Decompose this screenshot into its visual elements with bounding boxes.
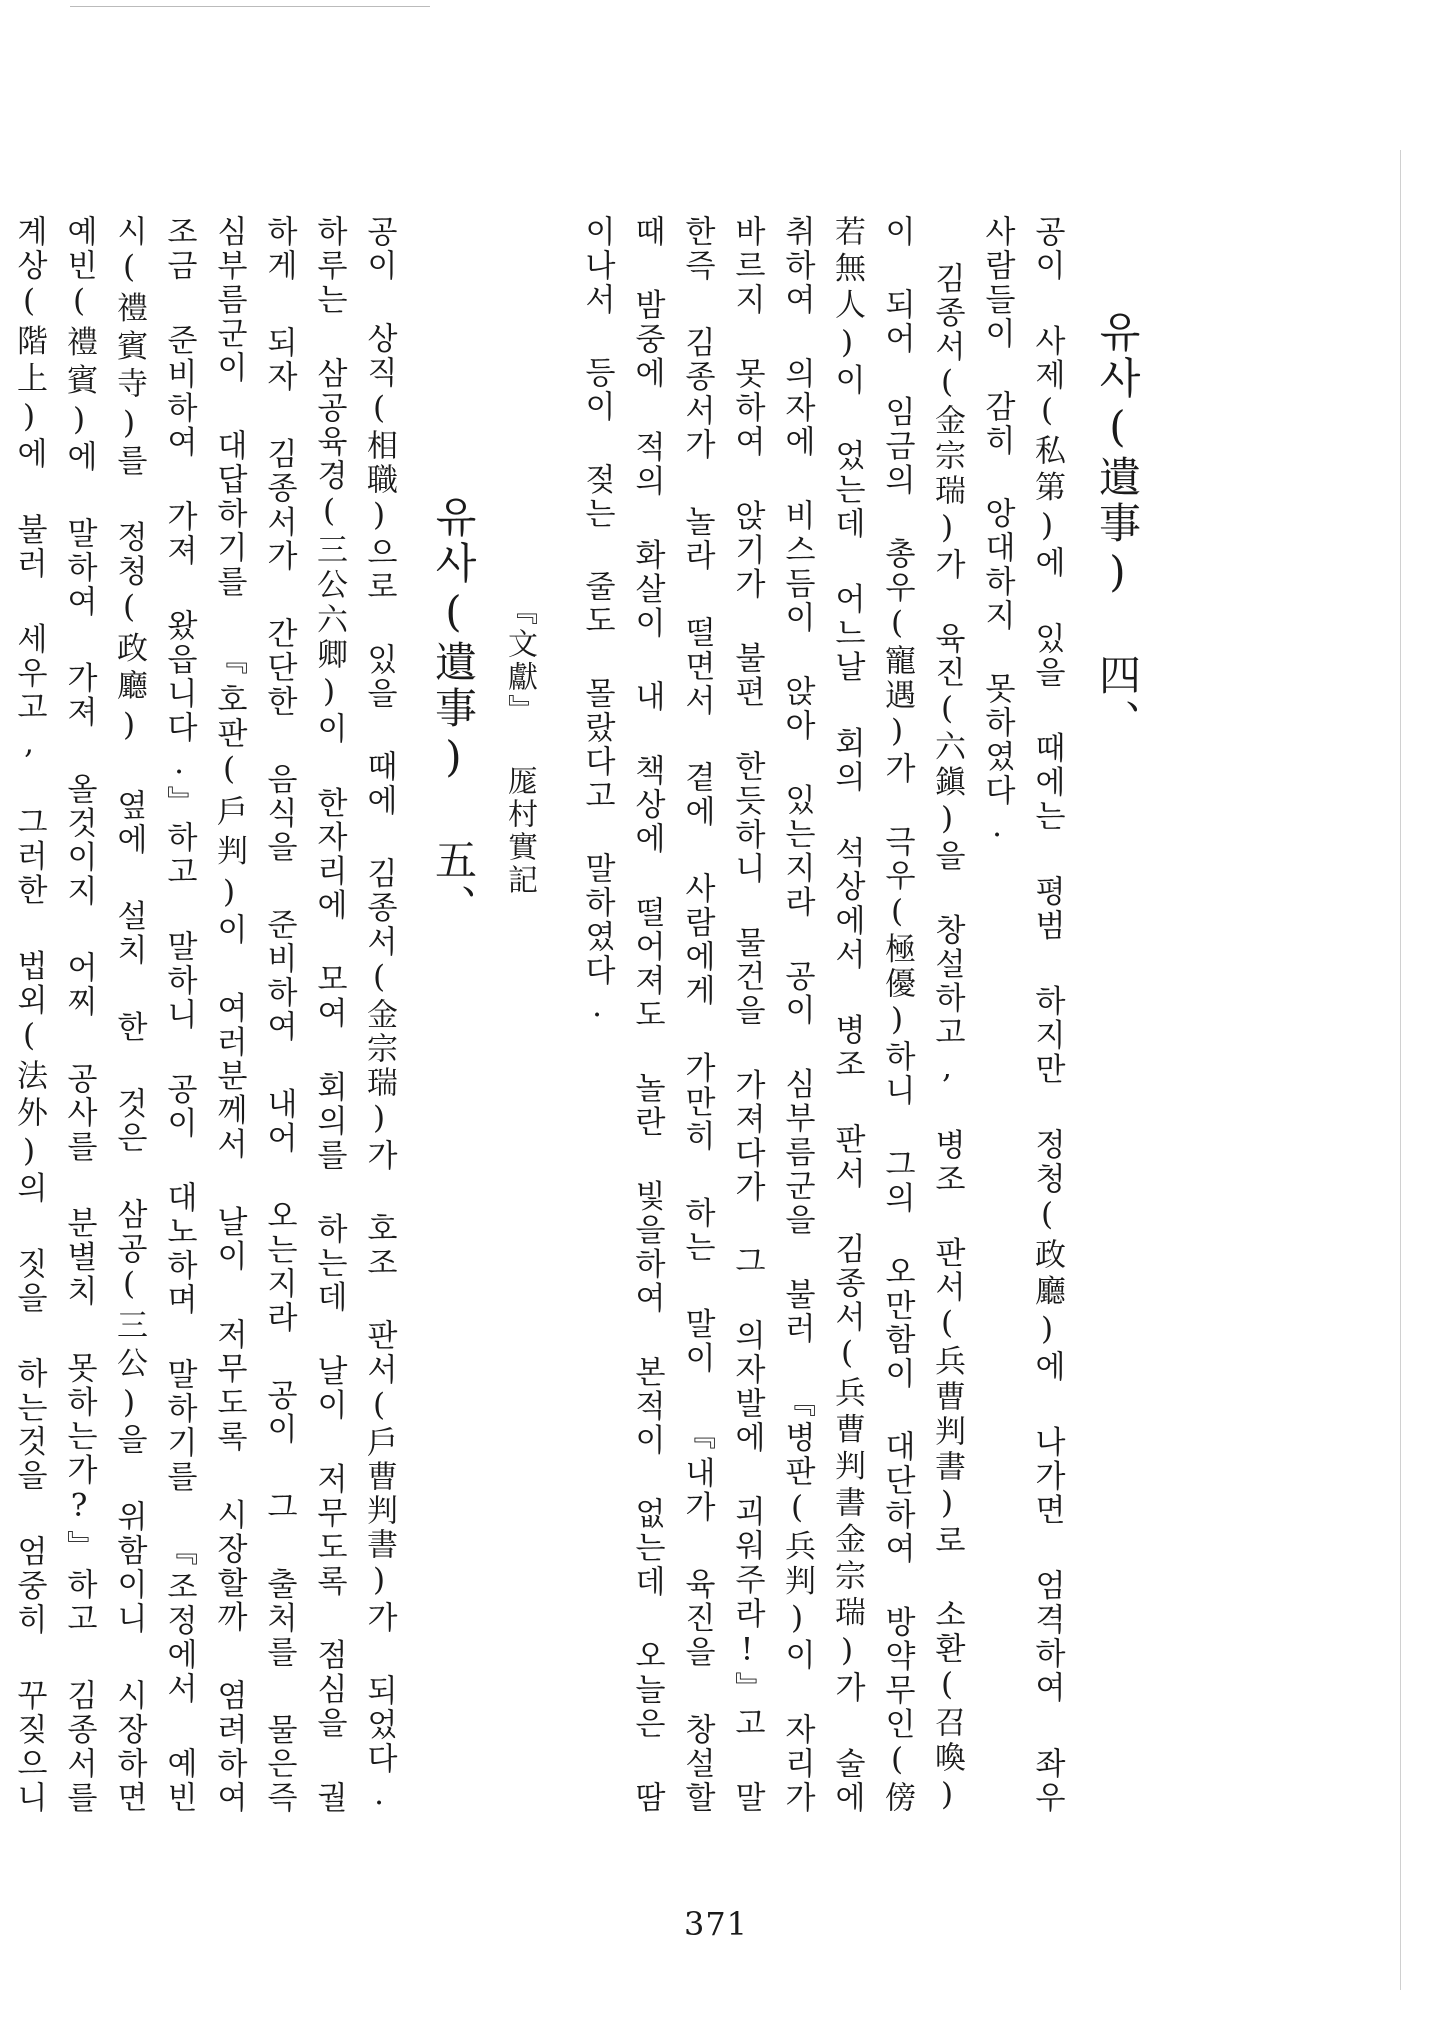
scan-edge-right xyxy=(1400,150,1401,1990)
section-4-source: 『文獻』 厖村實記 xyxy=(502,595,537,897)
vertical-text-block xyxy=(0,215,1142,1815)
section-4-paragraph-1: 공이 사제(私第)에 있을 때에는 평범 하지만 정청(政廳)에 나가면 엄격하여 좌우 사람들이 감히 앙대하지 못하였다. xyxy=(979,215,1065,1815)
section-5-paragraph-1: 공이 상직(相職)으로 있을 때에 김종서(金宗瑞)가 호조 판서(戶曹判書)가 되었다. 하루는 삼공육경(三公六卿)이 한자리에 모여 회의를 하는데 날이 저무도록 점심을 궐하게 되자 김종서가 간단한 음식을 준비하여 내어 오는지라 공이 그 출처를 물은즉 심부름군이 대답하기를 『호판(戶判)이 여러분께서 날이 저무도록 시장할까 염려하여 조금 준비하여 가져 왔읍니다.』하고 말하니 공이 대노하며 말하기를 『조정에서 예빈시(禮賓寺)를 정청(政廳) 옆에 설치 한 것은 삼공(三公)을 위함이니 시장하면 예빈(禮賓)에 말하여 가져 올것이지 어찌 공사를 분별치 못하는가?』하고 김종서를 계상(階上)에 불러 세우고, 그러한 법외(法外)의 짓을 하는것을 엄중히 꾸짖으니 xyxy=(11,215,397,1816)
scan-edge-top xyxy=(70,6,430,7)
page-number: 371 xyxy=(683,1905,749,1943)
section-4-title: 유사(遺事) 四、 xyxy=(1093,310,1142,745)
section-5-title: 유사(遺事) 五、 xyxy=(429,495,478,930)
section-4-paragraph-2: 김종서(金宗瑞)가 육진(六鎭)을 창설하고, 병조 판서(兵曹判書)로 소환(召喚)이 되어 임금의 총우(寵遇)가 극우(極優)하니 그의 오만함이 대단하여 방약무인(傍若無人)이 었는데 어느날 회의 석상에서 병조 판서 김종서(兵曹判書金宗瑞)가 술에 취하여 의자에 비스듬이 앉아 있는지라 공이 심부름군을 불러 『병판(兵判)이 자리가 바르지 못하여 앉기가 불편 한듯하니 물건을 가져다가 그 의자발에 괴워주라!』고 말 한즉 김종서가 놀라 떨면서 곁에 사람에게 가만히 하는 말이 『내가 육진을 창설할 때 밤중에 적의 화살이 내 책상에 떨어져도 놀란 빛을하여 본적이 없는데 오늘은 땀이나서 등이 젖는 줄도 몰랐다고 말하였다. xyxy=(579,215,965,1816)
